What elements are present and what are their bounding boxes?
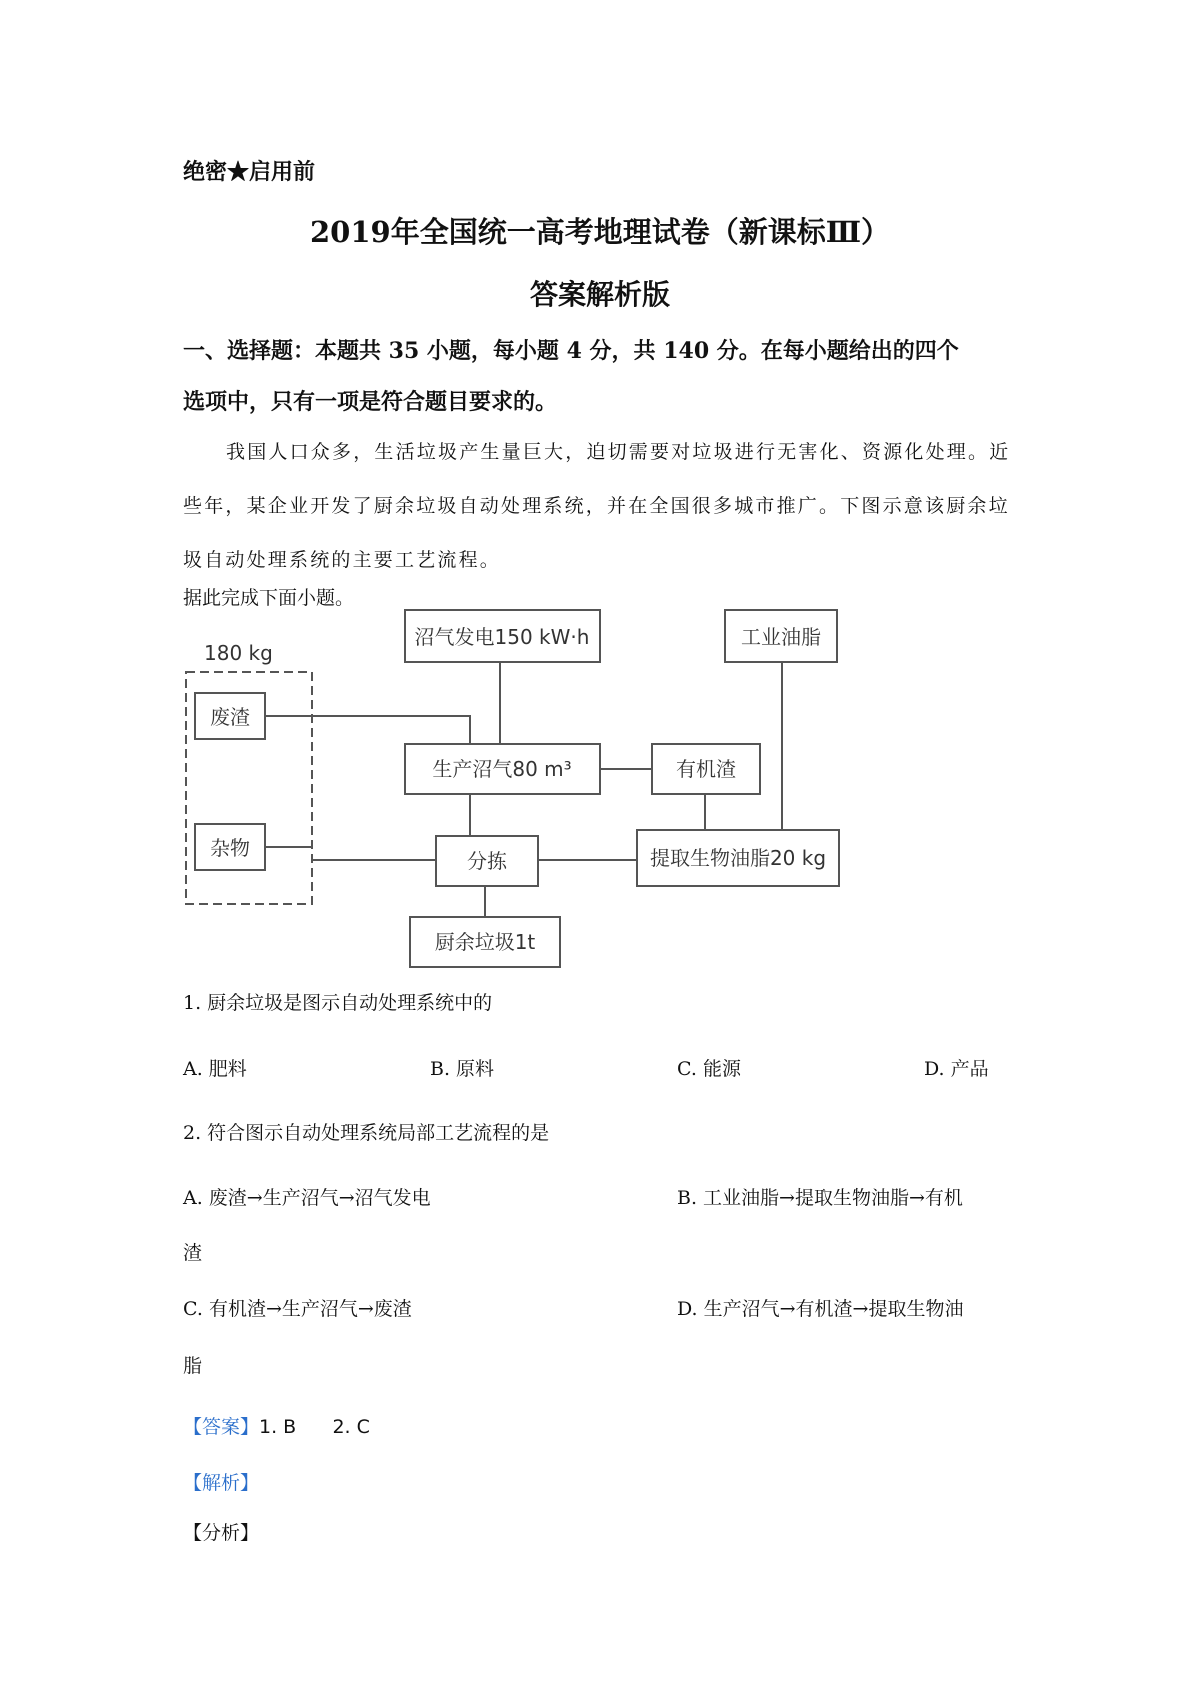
sundries-label: 杂物 — [210, 836, 250, 860]
question-2-option-b: B. 工业油脂→提取生物油脂→有机 — [677, 1187, 963, 1209]
page-subtitle: 答案解析版 — [529, 278, 670, 311]
secret-label: 绝密★启用前 — [183, 159, 316, 185]
connector — [265, 716, 470, 744]
question-2-option-c: C. 有机渣→生产沼气→废渣 — [183, 1298, 412, 1320]
analysis-label: 【解析】 — [183, 1472, 260, 1494]
page-title: 2019年全国统一高考地理试卷（新课标Ⅲ） — [309, 215, 891, 249]
breakdown-label: 【分析】 — [183, 1522, 260, 1544]
answer-label: 【答案】 — [183, 1416, 260, 1438]
passage-line2: 些年，某企业开发了厨余垃圾自动处理系统，并在全国很多城市推广。下图示意该厨余垃 — [183, 495, 1010, 517]
industrial-grease-label: 工业油脂 — [741, 625, 821, 649]
organic-residue-label: 有机渣 — [676, 757, 736, 781]
passage-line1: 我国人口众多，生活垃圾产生量巨大，迫切需要对垃圾进行无害化、资源化处理。近 — [226, 441, 1011, 463]
sorting-label: 分拣 — [467, 849, 507, 873]
question-1-option-a: A. 肥料 — [183, 1058, 247, 1080]
biogas-power-label: 沼气发电150 kW·h — [414, 625, 590, 649]
section-heading-line1: 一、选择题：本题共 35 小题，每小题 4 分，共 140 分。在每小题给出的四个 — [183, 338, 959, 364]
extract-oil-label: 提取生物油脂20 kg — [649, 846, 827, 870]
biogas-production-label: 生产沼气80 m³ — [432, 757, 572, 781]
answer-values: 1. B 2. C — [259, 1416, 370, 1438]
question-2-option-a: A. 废渣→生产沼气→沼气发电 — [183, 1187, 431, 1209]
question-2-option-d-wrap: 脂 — [183, 1355, 203, 1377]
instruction-text: 据此完成下面小题。 — [183, 587, 355, 609]
question-2-stem: 2. 符合图示自动处理系统局部工艺流程的是 — [183, 1122, 550, 1144]
answer-line — [183, 1412, 370, 1439]
kitchen-waste-label: 厨余垃圾1t — [434, 930, 536, 954]
question-1-option-b: B. 原料 — [430, 1058, 495, 1080]
question-2-option-b-wrap: 渣 — [183, 1242, 203, 1264]
group-weight-label: 180 kg — [204, 641, 273, 665]
question-2-option-d: D. 生产沼气→有机渣→提取生物油 — [677, 1298, 964, 1320]
question-1-option-c: C. 能源 — [677, 1058, 741, 1080]
section-heading-line2: 选项中，只有一项是符合题目要求的。 — [183, 389, 558, 415]
question-1-stem: 1. 厨余垃圾是图示自动处理系统中的 — [183, 992, 493, 1014]
waste-residue-label: 废渣 — [210, 705, 250, 729]
passage-line3: 圾自动处理系统的主要工艺流程。 — [183, 549, 502, 571]
question-1-option-d: D. 产品 — [924, 1058, 989, 1080]
process-flow-diagram — [170, 608, 850, 968]
